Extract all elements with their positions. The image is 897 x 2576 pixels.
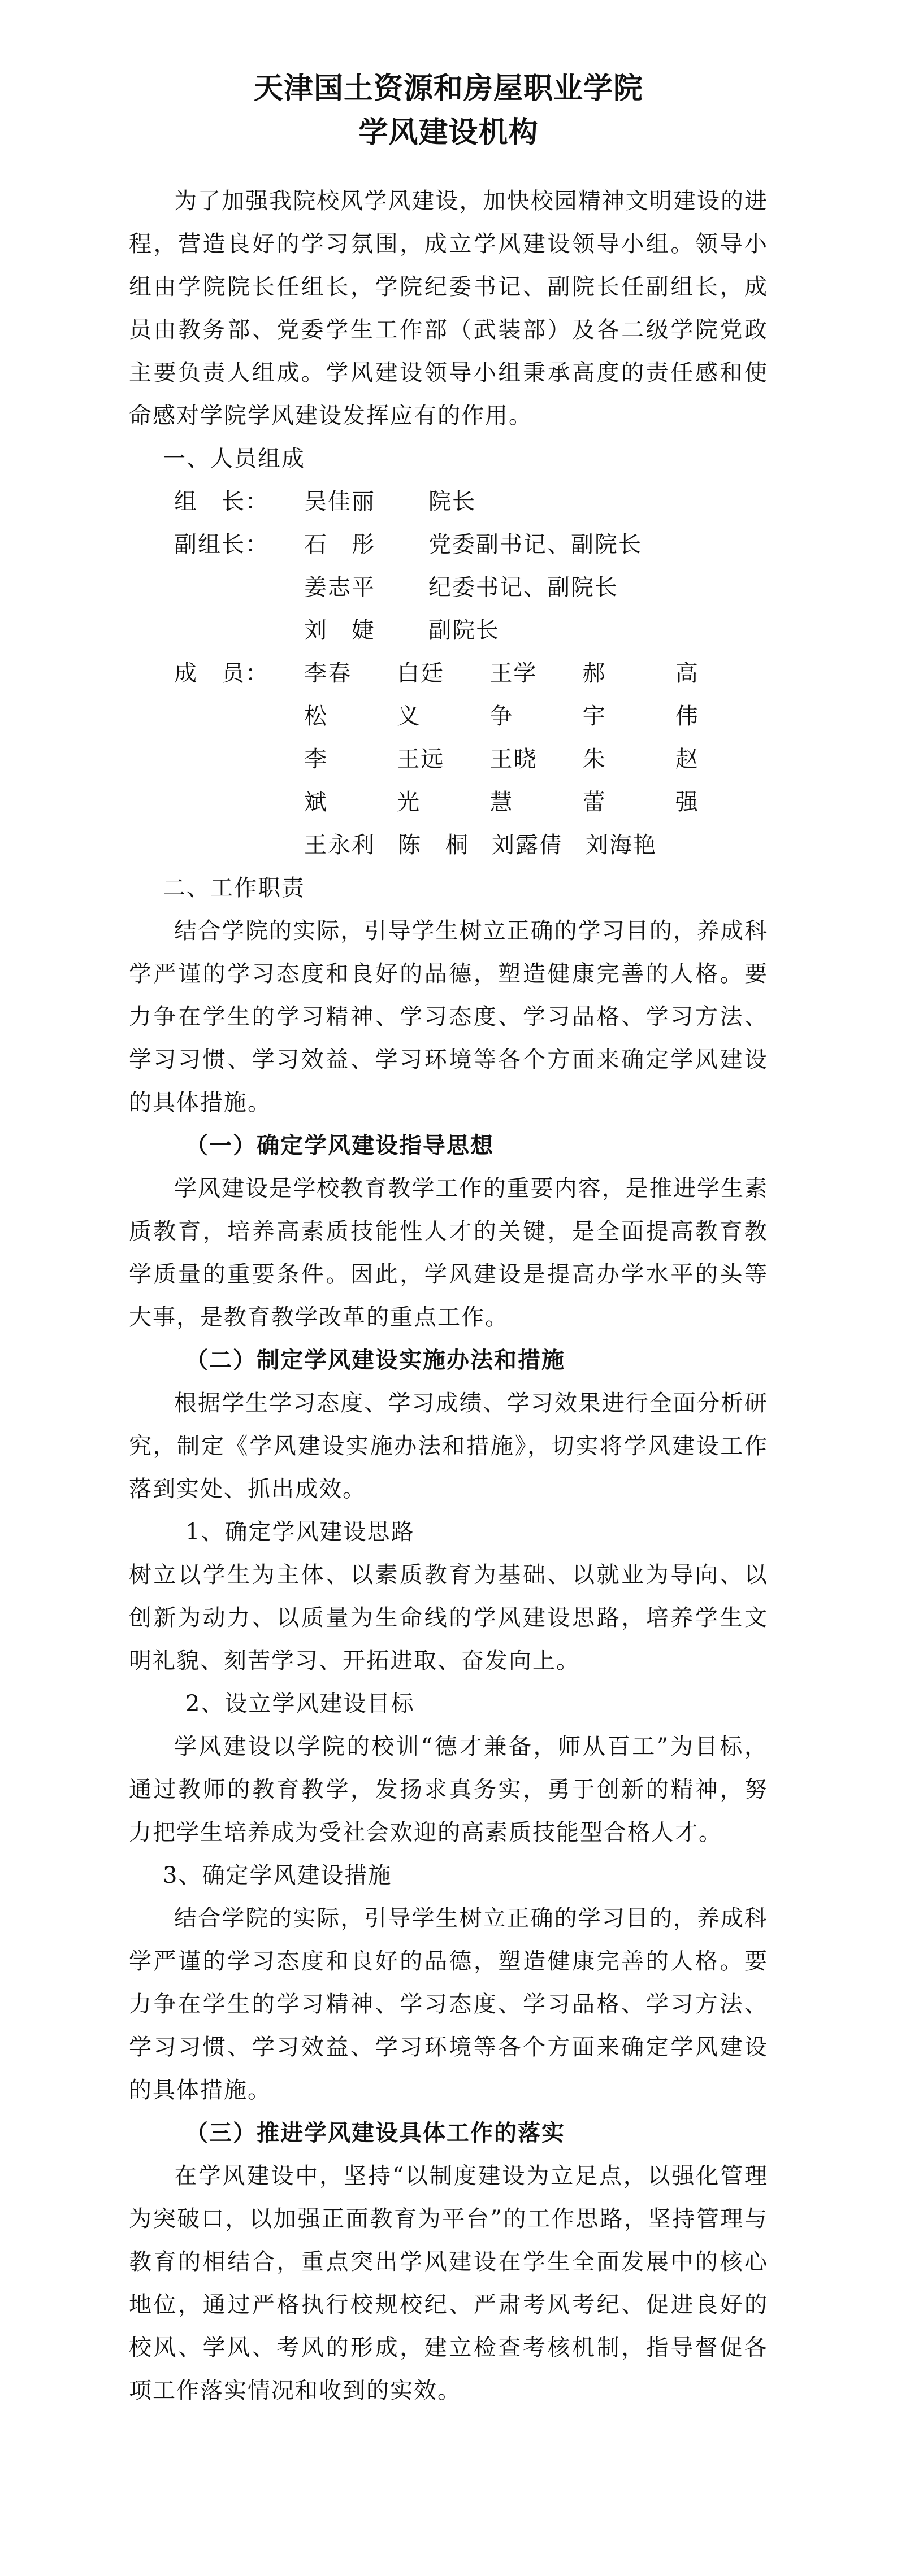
staff-title: 党委副书记、副院长: [428, 532, 642, 558]
item-1-heading: 1、确定学风建设思路: [185, 1519, 415, 1545]
member-name: 李 斌: [304, 746, 352, 815]
member-name: 王永利: [304, 832, 375, 858]
staff-name: 吴佳丽: [304, 489, 375, 515]
staff-role: [129, 566, 304, 609]
title-line-1: 天津国土资源和房屋职业学院: [253, 71, 643, 106]
title-line-2: 学风建设机构: [358, 115, 539, 150]
member-name: 郝 宇: [582, 660, 630, 729]
item-3-heading: 3、确定学风建设措施: [163, 1863, 392, 1889]
member-name: 朱 蕾: [582, 746, 630, 815]
staff-row: [129, 480, 768, 523]
staff-name: 刘 婕: [304, 617, 375, 643]
staff-name: 石 彤: [304, 532, 375, 558]
subsection-1-heading: （一）确定学风建设指导思想: [185, 1132, 494, 1159]
subsection-2-body: 根据学生学习态度、学习成绩、学习效果进行全面分析研究，制定《学风建设实施办法和措施》，切实将学风建设工作落到实处、抓出成效。: [129, 1390, 768, 1502]
item-3-body: 结合学院的实际，引导学生树立正确的学习目的，养成科学严谨的学习态度和良好的品德，塑造健康完善的人格。要力争在学生的学习精神、学习态度、学习品格、学习方法、学习习惯、学习效益、学习环境等各个方面来确定学风建设的具体措施。: [129, 1905, 768, 2103]
member-name: 王远光: [397, 746, 445, 815]
staff-title: 副院长: [428, 617, 500, 643]
member-name: 王晓慧: [489, 746, 538, 815]
member-name: 李春松: [304, 660, 352, 729]
member-name: 刘露倩: [492, 832, 563, 858]
staff-role: 组 长：: [174, 489, 269, 515]
member-name: 刘海艳: [586, 832, 657, 858]
staff-role: [129, 609, 304, 652]
subsection-1-body: 学风建设是学校教育教学工作的重要内容，是推进学生素质教育，培养高素质技能性人才的关键，是全面提高教育教学质量的重要条件。因此，学风建设是提高办学水平的头等大事，是教育教学改革的重点工作。: [129, 1176, 768, 1330]
subsection-2-heading: （二）制定学风建设实施办法和措施: [185, 1347, 565, 1373]
staff-row: [129, 566, 768, 609]
section-2-heading: 二、工作职责: [163, 875, 305, 901]
item-1-body: 树立以学生为主体、以素质教育为基础、以就业为导向、以创新为动力、以质量为生命线的学风建设思路，培养学生文明礼貌、刻苦学习、开拓进取、奋发向上。: [129, 1562, 768, 1674]
member-name: 王学争: [489, 660, 538, 729]
staff-row: [129, 523, 768, 566]
document-title: [129, 67, 768, 155]
subsection-3-body: 在学风建设中，坚持“以制度建设为立足点，以强化管理为突破口，以加强正面教育为平台”的工作思路，坚持管理与教育的相结合，重点突出学风建设在学生全面发展中的核心地位，通过严格执行校规校纪、严肃考风考纪、促进良好的校风、学风、考风的形成，建立检查考核机制，指导督促各项工作落实情况和收到的实效。: [129, 2163, 768, 2404]
member-name: 赵 强: [675, 746, 723, 815]
staff-title: 院长: [428, 489, 476, 515]
staff-title: 纪委书记、副院长: [428, 575, 618, 601]
members-row: [129, 652, 768, 738]
subsection-3-heading: （三）推进学风建设具体工作的落实: [185, 2120, 565, 2146]
section-2-body: 结合学院的实际，引导学生树立正确的学习目的，养成科学严谨的学习态度和良好的品德，塑造健康完善的人格。要力争在学生的学习精神、学习态度、学习品格、学习方法、学习习惯、学习效益、学习环境等各个方面来确定学风建设的具体措施。: [129, 918, 768, 1116]
members-row: [129, 824, 768, 867]
member-name: 高 伟: [675, 660, 723, 729]
section-1-heading: 一、人员组成: [163, 446, 305, 472]
staff-row: [129, 609, 768, 652]
item-2-body: 学风建设以学院的校训“德才兼备，师从百工”为目标，通过教师的教育教学，发扬求真务实，勇于创新的精神，努力把学生培养成为受社会欢迎的高素质技能型合格人才。: [129, 1734, 768, 1846]
item-2-heading: 2、设立学风建设目标: [185, 1691, 415, 1717]
member-name: 白廷义: [397, 660, 445, 729]
staff-list: [129, 480, 768, 867]
staff-name: 姜志平: [304, 575, 375, 601]
intro-paragraph: 为了加强我院校风学风建设，加快校园精神文明建设的进程，营造良好的学习氛围，成立学风建设领导小组。领导小组由学院院长任组长，学院纪委书记、副院长任副组长，成员由教务部、党委学生工作部（武装部）及各二级学院党政主要负责人组成。学风建设领导小组秉承高度的责任感和使命感对学院学风建设发挥应有的作用。: [129, 188, 768, 429]
members-row: [129, 738, 768, 824]
members-role: 成 员：: [174, 660, 269, 686]
staff-role: 副组长：: [174, 532, 269, 558]
member-name: 陈 桐: [398, 832, 469, 858]
